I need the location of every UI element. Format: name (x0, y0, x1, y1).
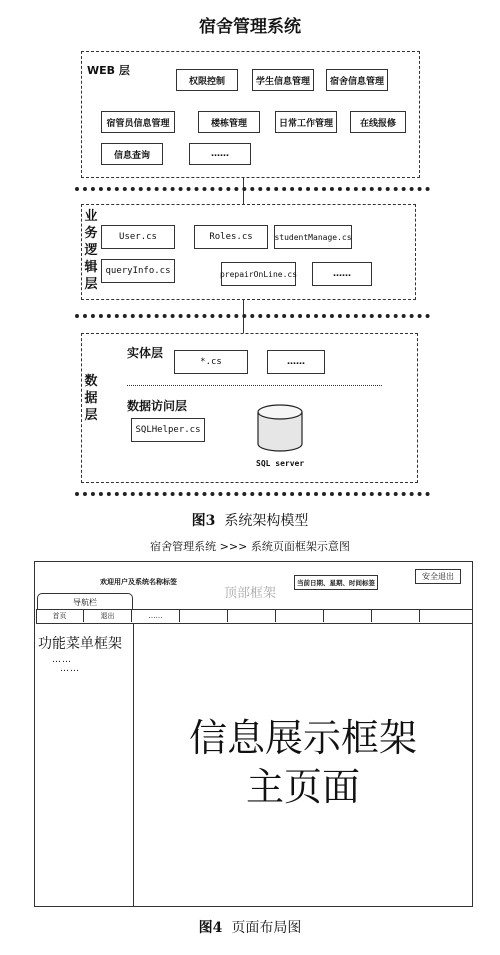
fig3-caption-number: 图3 (191, 513, 216, 529)
access-layer-label: 数据访问层 (127, 399, 188, 413)
business-layer-label-2: 务 (84, 226, 98, 241)
logout-button[interactable]: 安全退出 (415, 569, 461, 584)
web-box-building: 楼栋管理 (198, 111, 260, 133)
nav-item-empty-6[interactable] (420, 610, 472, 622)
data-layer-label-2: 据 (84, 391, 98, 406)
separator-1 (75, 187, 430, 191)
main-frame-label-2: 主页面 (245, 765, 360, 809)
fig3-caption-text: 系统架构模型 (224, 513, 309, 529)
nav-tab (37, 593, 133, 610)
business-box-query-info: queryInfo.cs (101, 259, 175, 283)
date-label: 当前日期、星期、时间标签 (294, 575, 378, 590)
data-layer-divider (127, 385, 382, 386)
entity-box-more: …… (267, 350, 325, 374)
business-box-student-manage: studentManage.cs (274, 225, 352, 249)
business-box-roles: Roles.cs (194, 225, 268, 249)
entity-box-cs: *.cs (174, 350, 248, 374)
separator-3 (75, 492, 430, 496)
top-frame-label: 顶部框架 (224, 586, 277, 601)
web-box-permission: 权限控制 (176, 69, 238, 91)
business-layer-label-1: 业 (84, 209, 98, 224)
business-box-user: User.cs (101, 225, 175, 249)
nav-item-more[interactable]: …… (132, 610, 180, 622)
web-box-more: …… (189, 143, 251, 165)
web-box-online-repair: 在线报修 (350, 111, 406, 133)
menu-dots-1: …… (52, 655, 72, 665)
fig4-caption-text: 页面布局图 (231, 920, 302, 936)
main-frame-label-1: 信息展示框架 (188, 716, 417, 760)
nav-item-empty-4[interactable] (324, 610, 372, 622)
nav-item-exit[interactable]: 退出 (84, 610, 132, 622)
business-box-prepair-online: prepairOnLine.cs (221, 262, 296, 286)
nav-item-empty-3[interactable] (276, 610, 324, 622)
web-box-daily-work: 日常工作管理 (275, 111, 337, 133)
separator-2 (75, 314, 430, 318)
data-layer-label-3: 层 (84, 408, 98, 423)
database-label: SQL server (256, 459, 305, 468)
web-box-manager-info: 宿管员信息管理 (101, 111, 175, 133)
nav-item-empty-5[interactable] (372, 610, 420, 622)
fig4-caption (0, 917, 500, 937)
business-layer-label-4: 辑 (84, 260, 98, 275)
fig3-caption (0, 510, 500, 530)
entity-layer-label: 实体层 (127, 346, 164, 360)
data-layer-label-1: 数 (84, 374, 98, 389)
menu-frame-label: 功能菜单框架 (38, 636, 122, 652)
nav-tab-label: 导航栏 (73, 597, 97, 607)
web-layer-label: WEB 层 (87, 64, 130, 77)
menu-dots-2: …… (60, 664, 80, 674)
fig4-caption-number: 图4 (198, 920, 223, 936)
nav-item-empty-2[interactable] (228, 610, 276, 622)
top-frame-divider (36, 623, 472, 624)
access-box-sqlhelper: SQLHelper.cs (131, 418, 205, 442)
fig4-header-title: 宿舍管理系统 >>> 系统页面框架示意图 (150, 540, 350, 553)
nav-item-home[interactable]: 首页 (36, 610, 84, 622)
business-layer-label-3: 逻 (84, 243, 98, 258)
fig3-title: 宿舍管理系统 (199, 17, 301, 37)
welcome-label: 欢迎用户及系统名称标签 (100, 578, 177, 586)
business-layer-label-5: 层 (84, 277, 98, 292)
connector-web-business (243, 178, 244, 205)
web-box-info-query: 信息查询 (101, 143, 163, 165)
business-box-more: …… (312, 262, 372, 286)
nav-item-empty-1[interactable] (180, 610, 228, 622)
web-box-student-info: 学生信息管理 (252, 69, 314, 91)
database-icon (256, 404, 304, 454)
web-box-dorm-info: 宿舍信息管理 (326, 69, 388, 91)
